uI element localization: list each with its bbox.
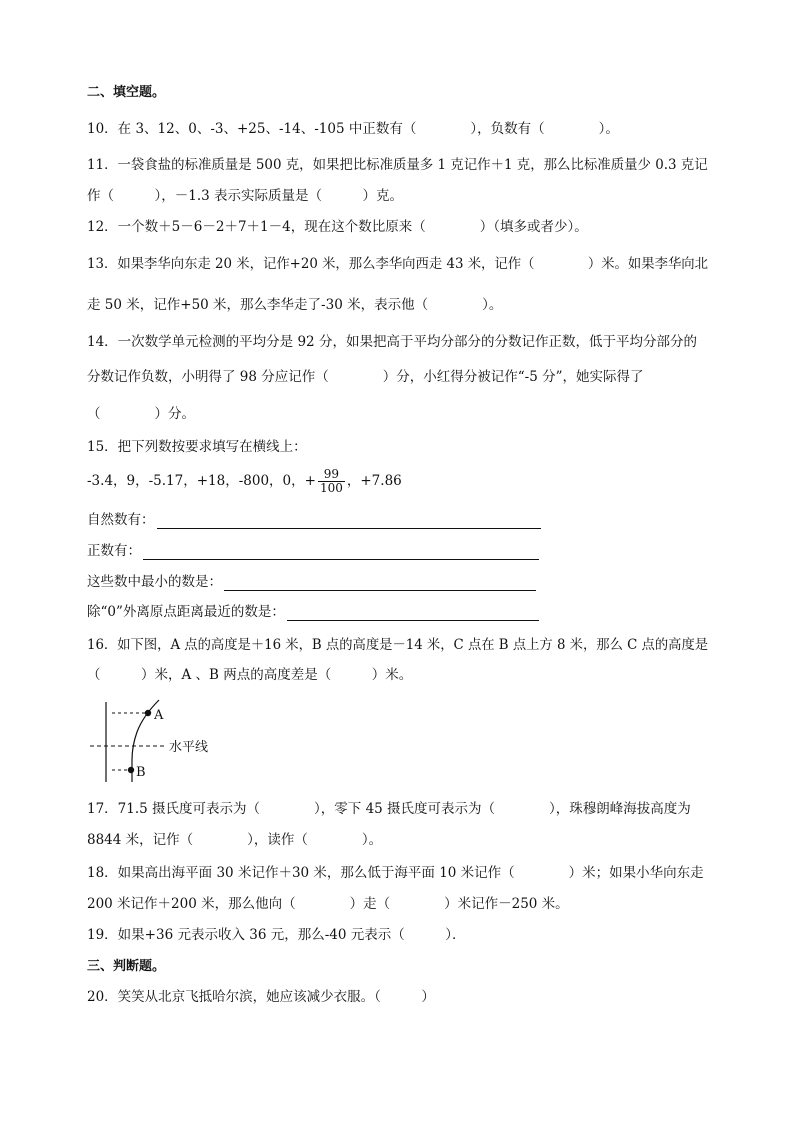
- point-a-dot: [145, 710, 151, 716]
- question-18-line-1: 18．如果高出海平面 30 米记作＋30 米，那么低于海平面 10 米记作（ ）米；如果小华向东走: [87, 865, 704, 881]
- number-list-text: -3.4，9，-5.17，+18，-800，0，+: [87, 473, 316, 489]
- point-a-label: A: [154, 708, 164, 723]
- fill-label-positive: 正数有：: [87, 543, 141, 559]
- fraction-denominator: 100: [319, 481, 343, 495]
- question-15-title: 15．把下列数按要求填写在横线上：: [87, 439, 307, 455]
- question-14-line-2: 分数记作负数，小明得了 98 分应记作（ ）分，小红得分被记作“-5 分”，她实际得了: [87, 369, 644, 385]
- question-13-line-1: 13．如果李华向东走 20 米，记作+20 米，那么李华向西走 43 米，记作（ ）米。如果李华向北: [87, 256, 709, 272]
- question-17-line-1: 17．71.5 摄氏度可表示为（ ），零下 45 摄氏度可表示为（ ），珠穆朗峰海拔高度为: [87, 801, 691, 817]
- number-list-text-end: ，+7.86: [346, 473, 402, 489]
- fraction-99-over-100: [318, 468, 345, 495]
- fraction-numerator: 99: [318, 468, 345, 482]
- answer-line-positive[interactable]: [143, 545, 539, 560]
- section-heading-judge: 三、判断题。: [87, 959, 166, 974]
- fill-label-natural: 自然数有：: [87, 512, 155, 528]
- fill-row-positive-numbers: [87, 542, 539, 560]
- question-16-line-2: （ ）米，A 、B 两点的高度差是（ ）米。: [87, 667, 413, 683]
- question-12: 12．一个数＋5－6－2＋7＋1－4，现在这个数比原来（ ）（填多或者少）。: [87, 219, 588, 235]
- point-b-label: B: [136, 765, 146, 780]
- question-10: 10．在 3、12、0、-3、+25、-14、-105 中正数有（ ），负数有（ ）。: [87, 121, 619, 137]
- question-17-line-2: 8844 米，记作（ ），读作（ ）。: [87, 832, 383, 848]
- question-16-line-1: 16．如下图，A 点的高度是＋16 米，B 点的高度是－14 米，C 点在 B 点上方 8 米，那么 C 点的高度是: [87, 637, 709, 653]
- answer-line-closest[interactable]: [287, 606, 539, 621]
- answer-line-natural[interactable]: [157, 514, 541, 529]
- height-diagram: [85, 694, 245, 788]
- fill-label-closest: 除“0”外离原点距离最近的数是：: [87, 604, 285, 620]
- question-14-line-3: （ ）分。: [87, 406, 195, 422]
- question-14-line-1: 14．一次数学单元检测的平均分是 92 分，如果把高于平均分部分的分数记作正数，低于平均分部分的: [87, 334, 697, 350]
- question-18-line-2: 200 米记作＋200 米，那么他向（ ）走（ ）米记作－250 米。: [87, 896, 569, 912]
- question-11-line-2: 作（ ），－1.3 表示实际质量是（ ）克。: [87, 188, 404, 204]
- fill-row-natural-numbers: [87, 511, 541, 529]
- fill-label-smallest: 这些数中最小的数是：: [87, 574, 222, 590]
- question-11-line-1: 11．一袋食盐的标准质量是 500 克，如果把比标准质量多 1 克记作＋1 克，那么比标准质量少 0.3 克记: [87, 157, 708, 173]
- fill-row-closest-to-origin: [87, 603, 539, 621]
- answer-line-smallest[interactable]: [224, 576, 536, 591]
- question-15-number-list: [87, 466, 402, 496]
- fill-row-smallest-number: [87, 573, 536, 591]
- question-19: 19．如果+36 元表示收入 36 元，那么-40 元表示（ ）．: [87, 927, 466, 943]
- horizon-label: 水平线: [169, 740, 209, 755]
- point-b-dot: [128, 767, 134, 773]
- question-20: 20．笑笑从北京飞抵哈尔滨，她应该减少衣服。（ ）: [87, 989, 435, 1005]
- section-heading-fill-blank: 二、填空题。: [87, 85, 166, 100]
- question-13-line-2: 走 50 米，记作+50 米，那么李华走了-30 米，表示他（ ）。: [87, 297, 503, 313]
